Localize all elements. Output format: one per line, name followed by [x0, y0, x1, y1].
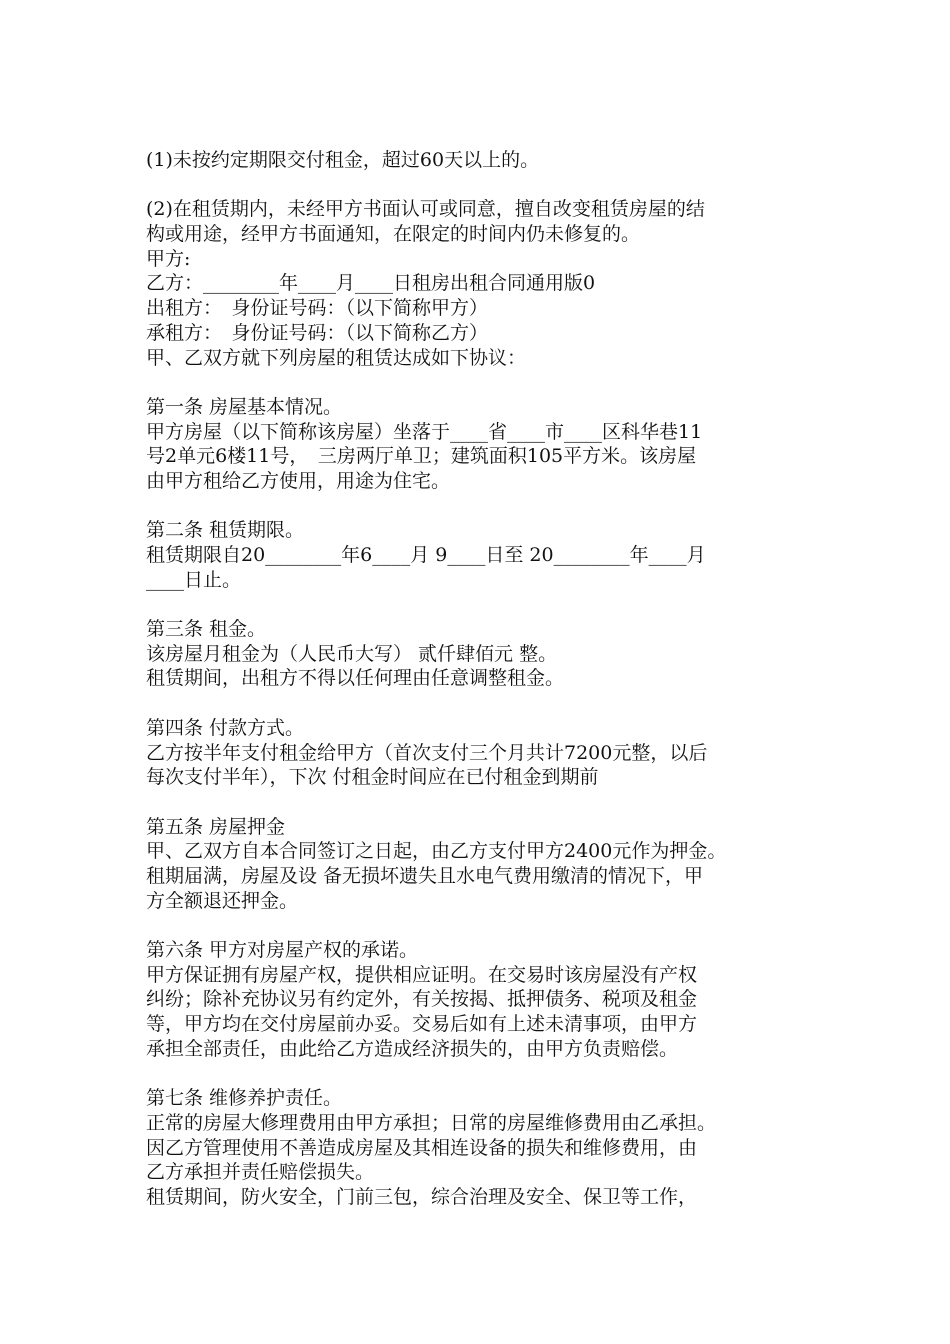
- text-line: (1)未按约定期限交付租金，超过60天以上的。: [146, 149, 540, 171]
- text-line: 租赁期间，防火安全，门前三包，综合治理及安全、保卫等工作，: [146, 1185, 698, 1208]
- text-line: 正常的房屋大修理费用由甲方承担；日常的房屋维修费用由乙承担。: [146, 1111, 717, 1134]
- text-line: 号2单元6楼11号， 三房两厅单卫；建筑面积105平方米。该房屋: [146, 445, 697, 468]
- blank-line: [146, 494, 826, 519]
- section-heading: 第六条 甲方对房屋产权的承诺。: [146, 939, 419, 961]
- text-line: 构或用途，经甲方书面通知，在限定的时间内仍未修复的。: [146, 223, 641, 246]
- text-line: 甲方:: [146, 247, 191, 270]
- text-line: 因乙方管理使用不善造成房屋及其相连设备的损失和维修费用，由: [146, 1136, 698, 1159]
- text-line: 甲、乙双方就下列房屋的租赁达成如下协议：: [146, 346, 527, 369]
- text-line: 承担全部责任，由此给乙方造成经济损失的，由甲方负责赔偿。: [146, 1037, 679, 1060]
- blank-line: [146, 592, 826, 617]
- blank-line: [146, 370, 826, 395]
- text-line: 甲、乙双方自本合同签订之日起，由乙方支付甲方2400元作为押金。: [146, 840, 727, 863]
- section-heading: 第三条 租金。: [146, 618, 267, 641]
- text-line: 甲方房屋（以下简称该房屋）坐落于____省____市____区科华巷11: [146, 420, 703, 443]
- text-line: 由甲方租给乙方使用，用途为住宅。: [146, 469, 451, 492]
- text-line: 等，甲方均在交付房屋前办妥。交易后如有上述未清事项，由甲方: [146, 1013, 698, 1036]
- text-line: 租期届满，房屋及设 备无损坏遗失且水电气费用缴清的情况下，甲: [146, 864, 704, 887]
- text-line: (2)在租赁期内，未经甲方书面认可或同意，擅自改变租赁房屋的结: [146, 198, 705, 221]
- blank-line: [146, 913, 826, 938]
- text-line: 租赁期间，出租方不得以任何理由任意调整租金。: [146, 667, 565, 690]
- text-line: 乙方承担并责任赔偿损失。: [146, 1161, 375, 1184]
- blank-line: [146, 1061, 826, 1086]
- text-line: 该房屋月租金为（人民币大写） 贰仟肆佰元 整。: [146, 642, 558, 665]
- section-heading: 第四条 付款方式。: [146, 716, 305, 739]
- text-line: 出租方： 身份证号码：（以下简称甲方）: [146, 297, 489, 320]
- text-line: 乙方按半年支付租金给甲方（首次支付三个月共计7200元整，以后: [146, 741, 708, 764]
- section-heading: 第一条 房屋基本情况。: [146, 395, 343, 418]
- text-line: 甲方保证拥有房屋产权，提供相应证明。在交易时该房屋没有产权: [146, 963, 698, 986]
- text-line: 租赁期限自20________年6____月 9____日至 20________年____月: [146, 544, 706, 566]
- blank-line: [146, 790, 826, 815]
- section-heading: 第二条 租赁期限。: [146, 519, 305, 542]
- text-line: 每次支付半年），下次 付租金时间应在已付租金到期前: [146, 766, 599, 789]
- blank-line: [146, 173, 826, 198]
- text-line: 纠纷；除补充协议另有约定外，有关按揭、抵押债务、税项及租金: [146, 988, 698, 1011]
- section-heading: 第七条 维修养护责任。: [146, 1087, 343, 1110]
- text-line: ____日止。: [146, 568, 242, 591]
- document-body: [146, 148, 826, 1210]
- text-line: 方全额退还押金。: [146, 889, 299, 912]
- text-line: 乙方：________年____月____日租房出租合同通用版0: [146, 272, 596, 295]
- blank-line: [146, 691, 826, 716]
- section-heading: 第五条 房屋押金: [146, 815, 286, 838]
- text-line: 承租方： 身份证号码：（以下简称乙方）: [146, 321, 489, 344]
